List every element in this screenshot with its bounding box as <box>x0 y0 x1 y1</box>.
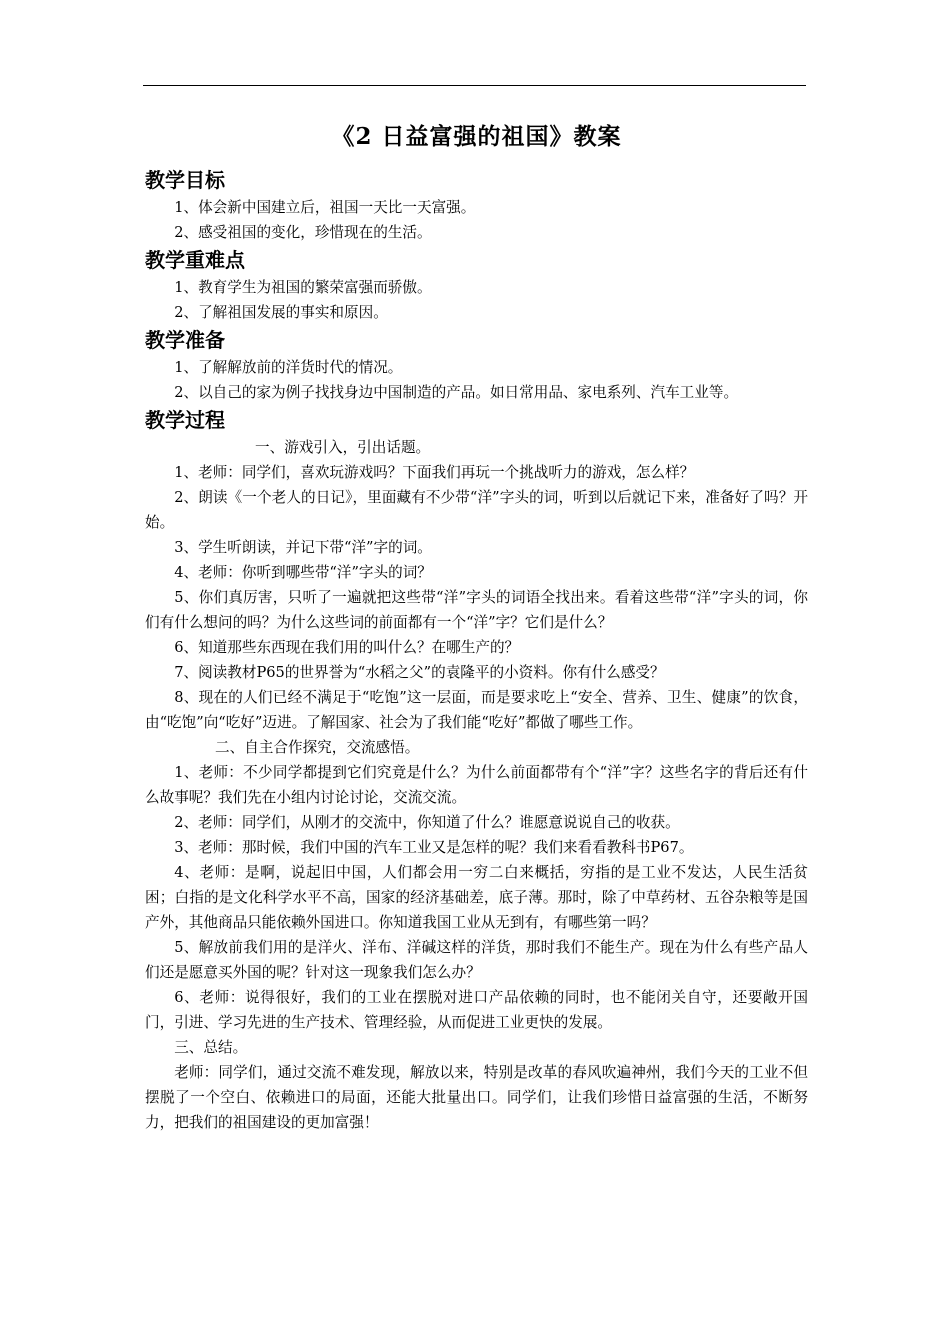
process-part2-title: 二、自主合作探究，交流感悟。 <box>215 739 420 756</box>
process-part1-title: 一、游戏引入，引出话题。 <box>255 439 431 456</box>
process-item: 1、老师：不少同学都提到它们究竟是什么？为什么前面都带有个“洋”字？这些名字的背后还有什么故事呢？我们先在小组内讨论讨论，交流交流。 <box>145 764 808 806</box>
process-part3-title: 三、总结。 <box>174 1039 248 1056</box>
header-rule <box>143 85 806 86</box>
process-item: 8、现在的人们已经不满足于“吃饱”这一层面，而是要求吃上“安全、营养、卫生、健康”的饮食，由“吃饱”向“吃好”迈进。了解国家、社会为了我们能“吃好”都做了哪些工作。 <box>145 689 808 731</box>
process-item: 6、知道那些东西现在我们用的叫什么？在哪生产的？ <box>174 639 520 656</box>
process-item: 2、老师：同学们，从刚才的交流中，你知道了什么？谁愿意说说自己的收获。 <box>174 814 680 831</box>
process-item: 5、解放前我们用的是洋火、洋布、洋碱这样的洋货，那时我们不能生产。现在为什么有些产品人们还是愿意买外国的呢？针对这一现象我们怎么办？ <box>145 939 808 981</box>
section-heading-key-points: 教学重难点 <box>145 248 245 272</box>
goal-item: 1、体会新中国建立后，祖国一天比一天富强。 <box>174 199 476 216</box>
process-item: 老师：同学们，通过交流不难发现，解放以来，特别是改革的春风吹遍神州，我们今天的工业不但摆脱了一个空白、依赖进口的局面，还能大批量出口。同学们，让我们珍惜日益富强的生活，不断努力，把我们的祖国建设的更加富强！ <box>145 1064 808 1131</box>
process-item: 3、老师：那时候，我们中国的汽车工业又是怎样的呢？我们来看看教科书P67。 <box>174 839 694 856</box>
process-item: 4、老师：是啊，说起旧中国，人们都会用一穷二白来概括，穷指的是工业不发达，人民生活贫困；白指的是文化科学水平不高，国家的经济基础差，底子薄。那时，除了中草药材、五谷杂粮等是国产外，其他商品只能依赖外国进口。你知道我国工业从无到有，有哪些第一吗？ <box>145 864 808 931</box>
document-body <box>145 117 808 1135</box>
preparation-item: 1、了解解放前的洋货时代的情况。 <box>174 359 403 376</box>
process-item: 2、朗读《一个老人的日记》，里面藏有不少带“洋”字头的词，听到以后就记下来，准备好了吗？开始。 <box>145 489 808 531</box>
section-heading-preparation: 教学准备 <box>145 328 225 352</box>
process-item: 5、你们真厉害，只听了一遍就把这些带“洋”字头的词语全找出来。看着这些带“洋”字头的词，你们有什么想问的吗？为什么这些词的前面都有一个“洋”字？它们是什么？ <box>145 589 808 631</box>
key-point-item: 1、教育学生为祖国的繁荣富强而骄傲。 <box>174 279 432 296</box>
process-item: 1、老师：同学们，喜欢玩游戏吗？下面我们再玩一个挑战听力的游戏，怎么样？ <box>174 464 695 481</box>
process-item: 4、老师：你听到哪些带“洋”字头的词？ <box>174 564 432 581</box>
document-title: 《2 日益富强的祖国》教案 <box>331 123 622 150</box>
section-heading-goals: 教学目标 <box>145 168 225 192</box>
process-item: 3、学生听朗读，并记下带“洋”字的词。 <box>174 539 432 556</box>
preparation-item: 2、以自己的家为例子找找身边中国制造的产品。如日常用品、家电系列、汽车工业等。 <box>174 384 739 401</box>
process-item: 7、阅读教材P65的世界誉为“水稻之父”的袁隆平的小资料。你有什么感受？ <box>174 664 665 681</box>
process-item: 6、老师：说得很好，我们的工业在摆脱对进口产品依赖的同时，也不能闭关自守，还要敞开国门，引进、学习先进的生产技术、管理经验，从而促进工业更快的发展。 <box>145 989 808 1031</box>
section-heading-process: 教学过程 <box>145 408 225 432</box>
key-point-item: 2、了解祖国发展的事实和原因。 <box>174 304 388 321</box>
goal-item: 2、感受祖国的变化，珍惜现在的生活。 <box>174 224 432 241</box>
